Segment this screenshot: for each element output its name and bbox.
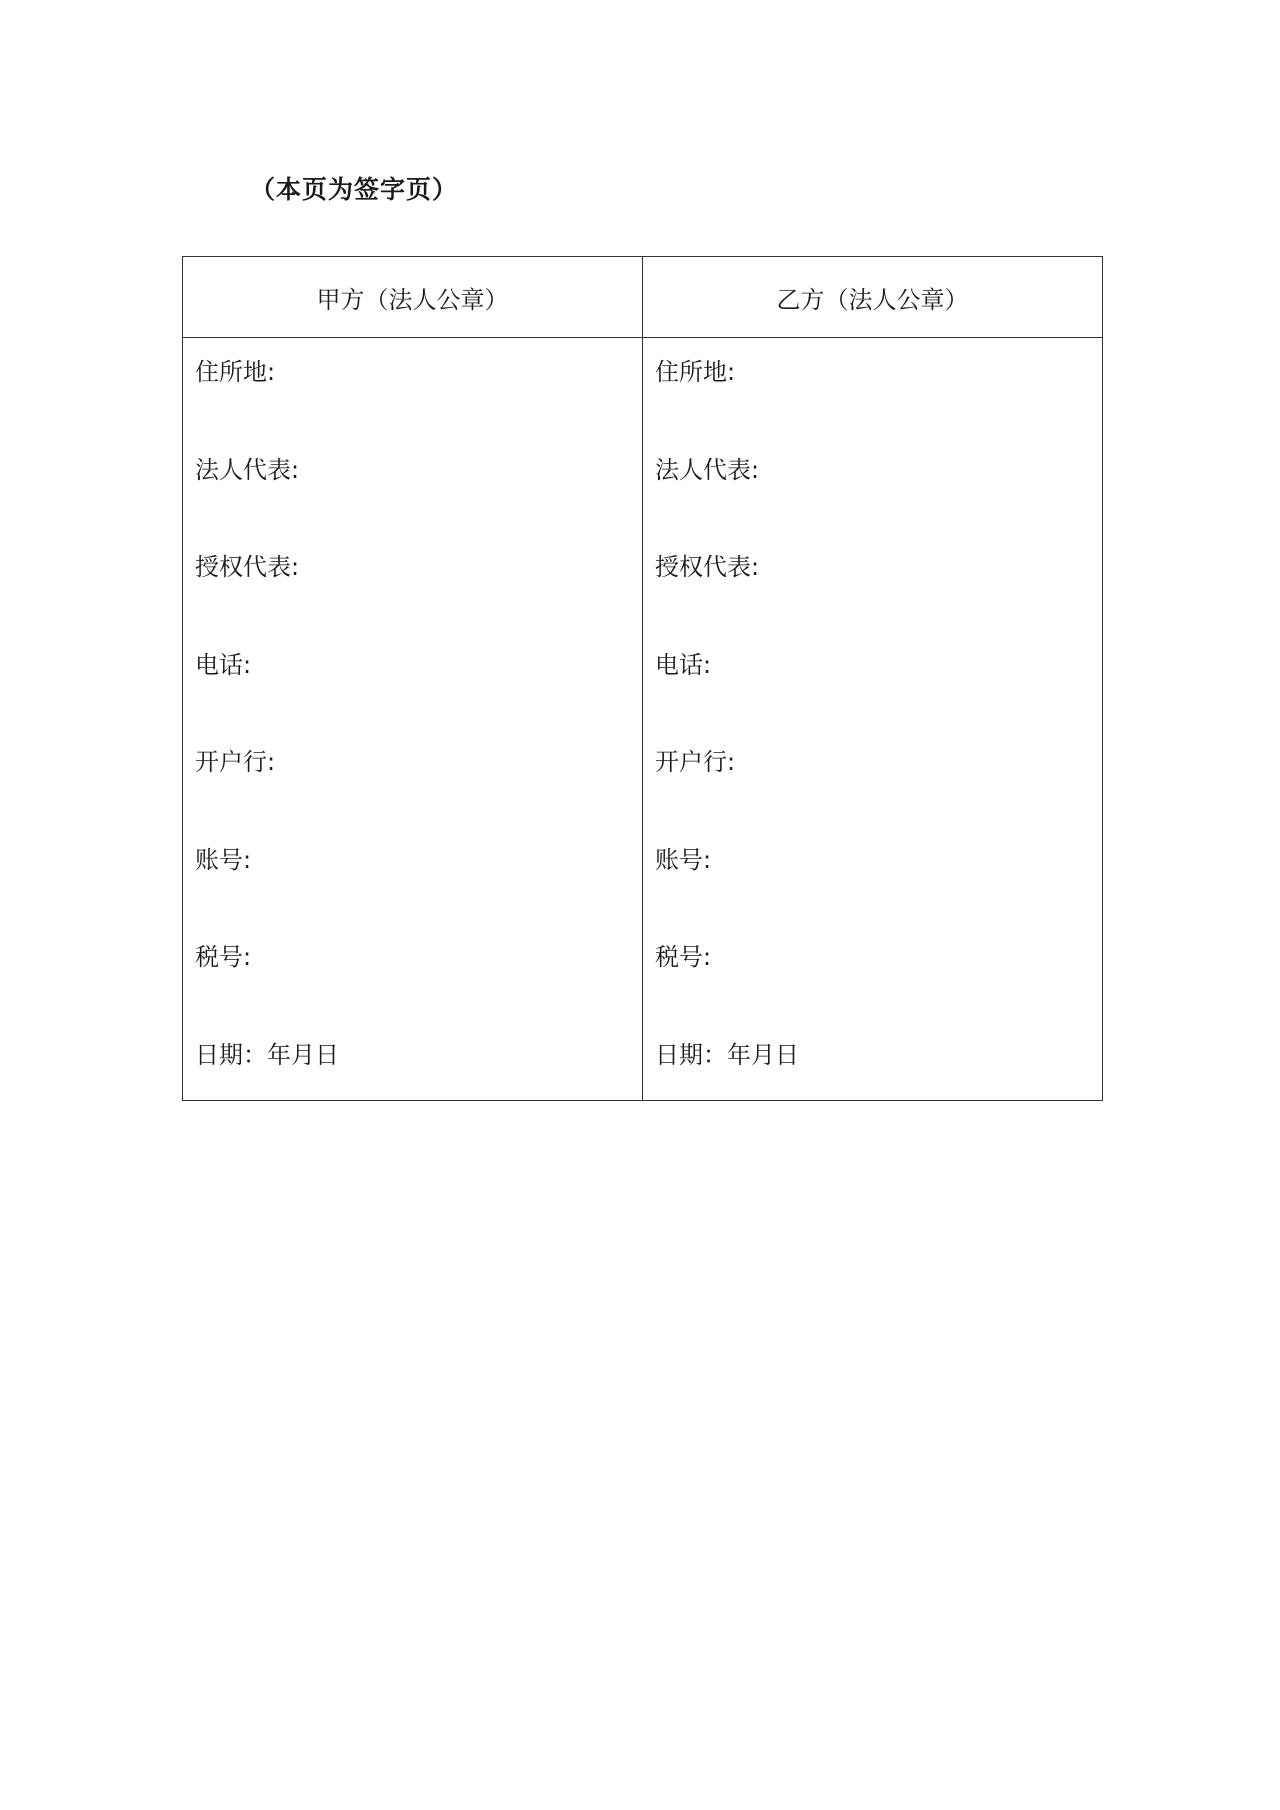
party-a-header: 甲方（法人公章）: [183, 257, 643, 338]
party-b-account-field: 账号:: [655, 845, 712, 874]
signature-table: [182, 256, 1103, 1101]
party-b-phone-field: 电话:: [655, 650, 712, 679]
page-note: （本页为签字页）: [250, 175, 459, 204]
party-a-authorized-rep-field: 授权代表:: [195, 553, 300, 581]
party-b-date-field: 日期：年月日: [655, 1040, 799, 1069]
party-b-address-field: 住所地:: [655, 358, 736, 386]
party-b-column: [643, 338, 1103, 1101]
party-b-tax-id-field: 税号:: [655, 943, 712, 971]
party-a-phone-field: 电话:: [195, 650, 252, 679]
party-a-legal-rep-field: 法人代表:: [195, 455, 300, 484]
party-a-account-field: 账号:: [195, 845, 252, 874]
party-b-authorized-rep-field: 授权代表:: [655, 553, 760, 581]
party-a-address-field: 住所地:: [195, 358, 276, 386]
party-b-header: 乙方（法人公章）: [643, 257, 1103, 338]
party-b-legal-rep-field: 法人代表:: [655, 455, 760, 484]
party-a-column: [183, 338, 643, 1101]
party-b-bank-field: 开户行:: [655, 748, 736, 776]
party-a-bank-field: 开户行:: [195, 748, 276, 776]
party-a-tax-id-field: 税号:: [195, 943, 252, 971]
party-a-date-field: 日期：年月日: [195, 1040, 339, 1069]
